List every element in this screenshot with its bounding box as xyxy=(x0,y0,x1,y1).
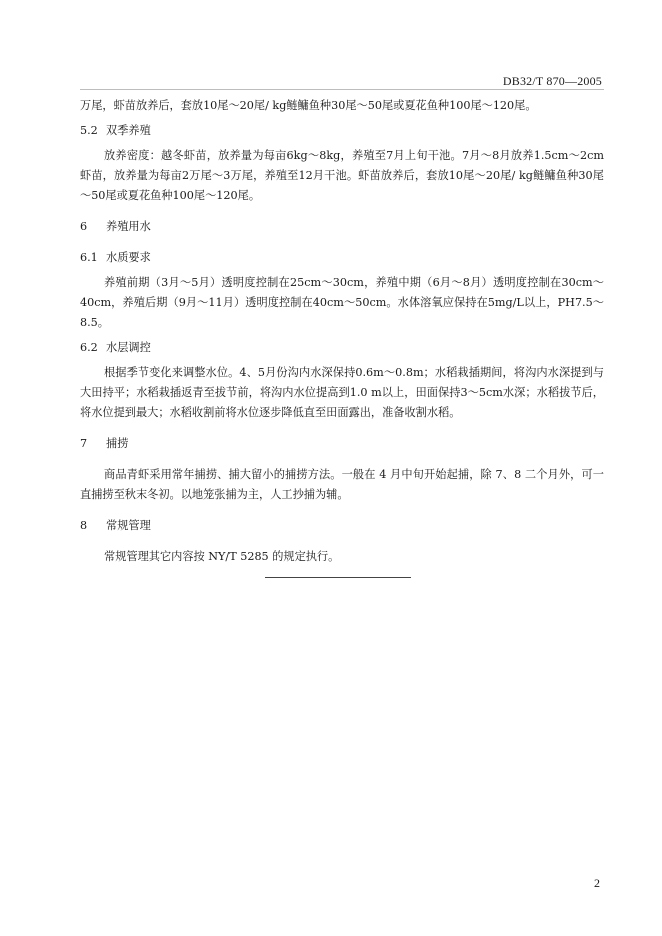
section-number: 6.1 xyxy=(80,251,98,264)
section-8-paragraph: 常规管理其它内容按 NY/T 5285 的规定执行。 xyxy=(104,550,340,563)
section-6-2-paragraph: 根据季节变化来调整水位。4、5月份沟内水深保持0.6m～0.8m；水稻栽插期间，将沟内水深提到与大田持平；水稻栽插返青至拔节前，将沟内水位提高到1.0 m以上，田面保持3～5cm水深；水稻拔节后，将水位提到最大；水稻收割前将水位逐步降低直至田面露出，准备收割水稻。 xyxy=(80,366,604,419)
section-6-1-paragraph: 养殖前期（3月～5月）透明度控制在25cm～30cm，养殖中期（6月～8月）透明度控制在30cm～40cm，养殖后期（9月～11月）透明度控制在40cm～50cm。水体溶氧应保持在5mg/L以上，PH7.5～8.5。 xyxy=(80,276,604,329)
section-5-2-paragraph: 放养密度：越冬虾苗，放养量为每亩6kg～8kg，养殖至7月上旬干池。7月～8月放养1.5cm～2cm虾苗，放养量为每亩2万尾～3万尾，养殖至12月干池。虾苗放养后，套放10尾～20尾/ kg鲢鳙鱼种30尾～50尾或夏花鱼种100尾～120尾。 xyxy=(80,149,604,202)
section-number: 7 xyxy=(80,437,88,450)
section-6-1-heading xyxy=(80,248,604,268)
section-8-heading xyxy=(80,516,604,536)
continuation-paragraph: 万尾，虾苗放养后，套放10尾～20尾/ kg鲢鳙鱼种30尾～50尾或夏花鱼种100尾～120尾。 xyxy=(80,99,537,112)
section-7-paragraph: 商品青虾采用常年捕捞、捕大留小的捕捞方法。一般在 4 月中旬开始起捕，除 7、8 二个月外，可一直捕捞至秋末冬初。以地笼张捕为主，人工抄捕为辅。 xyxy=(80,468,604,501)
header-rule xyxy=(80,89,604,90)
section-title: 捕捞 xyxy=(106,437,129,450)
section-number: 6 xyxy=(80,220,88,233)
section-6-heading xyxy=(80,217,604,237)
section-title: 双季养殖 xyxy=(106,124,151,137)
end-of-document-rule xyxy=(265,577,411,578)
section-6-2-heading xyxy=(80,338,604,358)
section-title: 水层调控 xyxy=(106,341,151,354)
section-number: 5.2 xyxy=(80,124,98,137)
section-number: 8 xyxy=(80,519,88,532)
section-7-heading xyxy=(80,434,604,454)
section-title: 养殖用水 xyxy=(106,220,151,233)
page-number: 2 xyxy=(594,876,600,890)
section-title: 常规管理 xyxy=(106,519,151,532)
section-5-2-heading xyxy=(80,121,604,141)
section-title: 水质要求 xyxy=(106,251,151,264)
document-code: DB32/T 870—2005 xyxy=(502,74,602,88)
section-number: 6.2 xyxy=(80,341,98,354)
document-body xyxy=(80,96,604,578)
